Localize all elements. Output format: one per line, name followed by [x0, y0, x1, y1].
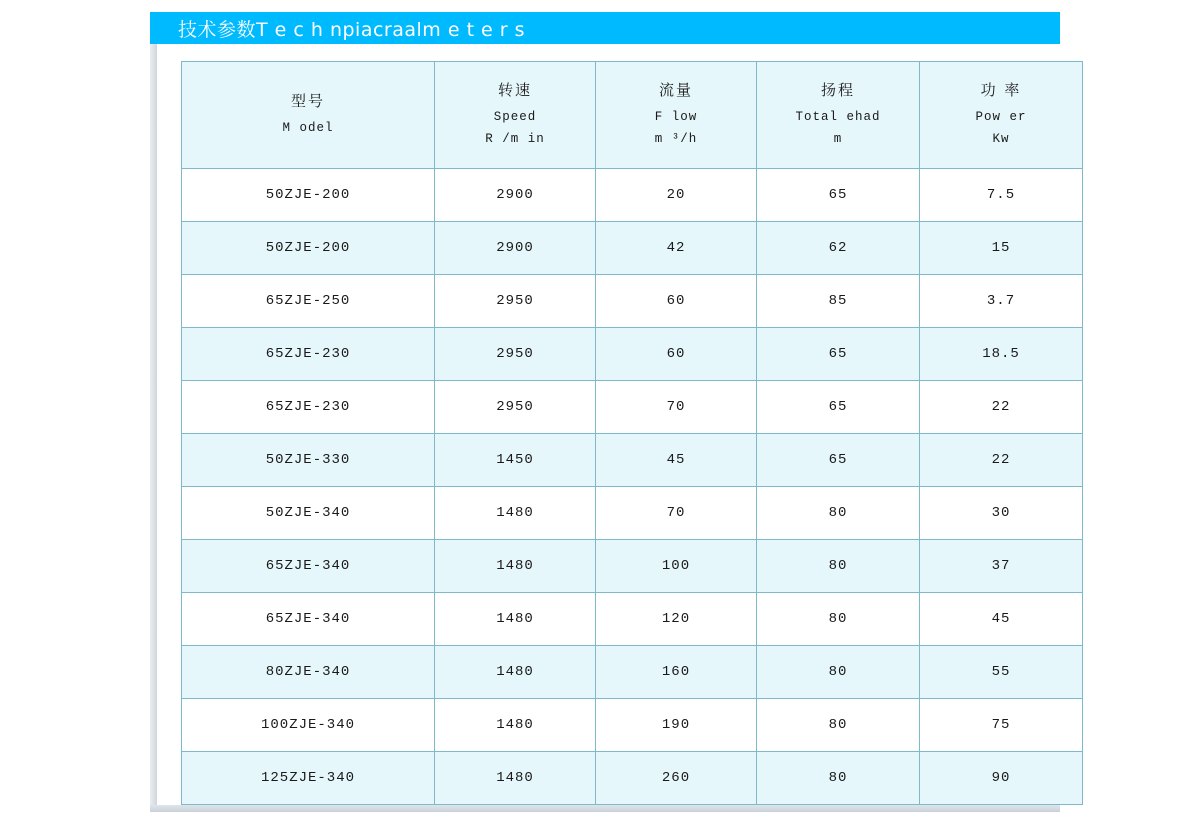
section-title: 技术参数T e c h npiacraalm e t e r s: [178, 18, 526, 41]
cell-flow: 190: [596, 699, 757, 752]
cell-power: 22: [920, 434, 1083, 487]
table-row: [182, 328, 1083, 381]
column-header-power-en: Pow er: [975, 110, 1027, 125]
cell-power: 90: [920, 752, 1083, 805]
cell-flow: 60: [596, 275, 757, 328]
cell-power: 45: [920, 593, 1083, 646]
table-body: [182, 169, 1083, 805]
column-header-total-head-unit: m: [833, 132, 843, 146]
cell-model: 65ZJE-340: [182, 593, 435, 646]
cell-flow: 70: [596, 381, 757, 434]
cell-speed: 2900: [435, 169, 596, 222]
cell-power: 55: [920, 646, 1083, 699]
column-header-power: [920, 62, 1083, 169]
column-header-power-unit: Kw: [992, 132, 1010, 146]
cell-flow: 45: [596, 434, 757, 487]
column-header-speed-cn: 转速: [497, 81, 532, 100]
table-row: [182, 487, 1083, 540]
cell-total-head: 80: [757, 699, 920, 752]
cell-total-head: 80: [757, 646, 920, 699]
cell-model: 50ZJE-200: [182, 169, 435, 222]
column-header-flow-cn: 流量: [658, 81, 693, 100]
cell-power: 30: [920, 487, 1083, 540]
cell-power: 22: [920, 381, 1083, 434]
cell-model: 50ZJE-340: [182, 487, 435, 540]
cell-total-head: 65: [757, 434, 920, 487]
cell-flow: 20: [596, 169, 757, 222]
cell-flow: 70: [596, 487, 757, 540]
cell-model: 65ZJE-250: [182, 275, 435, 328]
cell-total-head: 80: [757, 593, 920, 646]
cell-flow: 60: [596, 328, 757, 381]
column-header-flow: [596, 62, 757, 169]
cell-power: 15: [920, 222, 1083, 275]
cell-speed: 2900: [435, 222, 596, 275]
cell-flow: 260: [596, 752, 757, 805]
column-header-speed-unit: R /m in: [485, 132, 545, 146]
column-header-total-head-en: Total ehad: [795, 110, 881, 125]
table-row: [182, 381, 1083, 434]
decorative-bottom-border: [150, 805, 1060, 812]
cell-model: 65ZJE-230: [182, 381, 435, 434]
cell-flow: 160: [596, 646, 757, 699]
table-row: [182, 752, 1083, 805]
cell-power: 3.7: [920, 275, 1083, 328]
cell-model: 65ZJE-230: [182, 328, 435, 381]
column-header-model: [182, 62, 435, 169]
column-header-speed: [435, 62, 596, 169]
column-header-total-head-cn: 扬程: [820, 81, 855, 100]
cell-total-head: 62: [757, 222, 920, 275]
cell-model: 50ZJE-200: [182, 222, 435, 275]
column-header-speed-en: Speed: [493, 110, 537, 125]
cell-flow: 120: [596, 593, 757, 646]
column-header-model-cn: 型号: [290, 92, 325, 111]
cell-speed: 1480: [435, 593, 596, 646]
cell-total-head: 80: [757, 487, 920, 540]
table-header-row: [182, 62, 1083, 169]
table-row: [182, 222, 1083, 275]
cell-speed: 1480: [435, 540, 596, 593]
cell-speed: 2950: [435, 328, 596, 381]
cell-speed: 1480: [435, 646, 596, 699]
specification-table: [181, 61, 1083, 805]
cell-power: 37: [920, 540, 1083, 593]
cell-speed: 1480: [435, 752, 596, 805]
column-header-total-head: [757, 62, 920, 169]
section-header-banner: [150, 12, 1060, 44]
column-header-flow-unit: m ³/h: [654, 132, 698, 146]
table-row: [182, 169, 1083, 222]
cell-total-head: 65: [757, 381, 920, 434]
cell-total-head: 65: [757, 169, 920, 222]
cell-total-head: 85: [757, 275, 920, 328]
table-row: [182, 699, 1083, 752]
cell-model: 50ZJE-330: [182, 434, 435, 487]
cell-speed: 1480: [435, 699, 596, 752]
table-row: [182, 434, 1083, 487]
table-row: [182, 646, 1083, 699]
cell-speed: 1450: [435, 434, 596, 487]
spec-table-container: [181, 61, 1057, 805]
cell-speed: 2950: [435, 275, 596, 328]
cell-speed: 2950: [435, 381, 596, 434]
cell-power: 18.5: [920, 328, 1083, 381]
table-row: [182, 275, 1083, 328]
cell-total-head: 80: [757, 752, 920, 805]
cell-speed: 1480: [435, 487, 596, 540]
cell-flow: 42: [596, 222, 757, 275]
cell-flow: 100: [596, 540, 757, 593]
column-header-model-en: M odel: [282, 121, 334, 136]
cell-total-head: 65: [757, 328, 920, 381]
cell-total-head: 80: [757, 540, 920, 593]
column-header-power-cn: 功 率: [980, 81, 1022, 100]
table-header: [182, 62, 1083, 169]
cell-power: 75: [920, 699, 1083, 752]
cell-power: 7.5: [920, 169, 1083, 222]
cell-model: 80ZJE-340: [182, 646, 435, 699]
column-header-flow-en: F low: [654, 110, 698, 125]
cell-model: 125ZJE-340: [182, 752, 435, 805]
cell-model: 100ZJE-340: [182, 699, 435, 752]
cell-model: 65ZJE-340: [182, 540, 435, 593]
table-row: [182, 540, 1083, 593]
decorative-left-border: [150, 44, 157, 810]
table-row: [182, 593, 1083, 646]
